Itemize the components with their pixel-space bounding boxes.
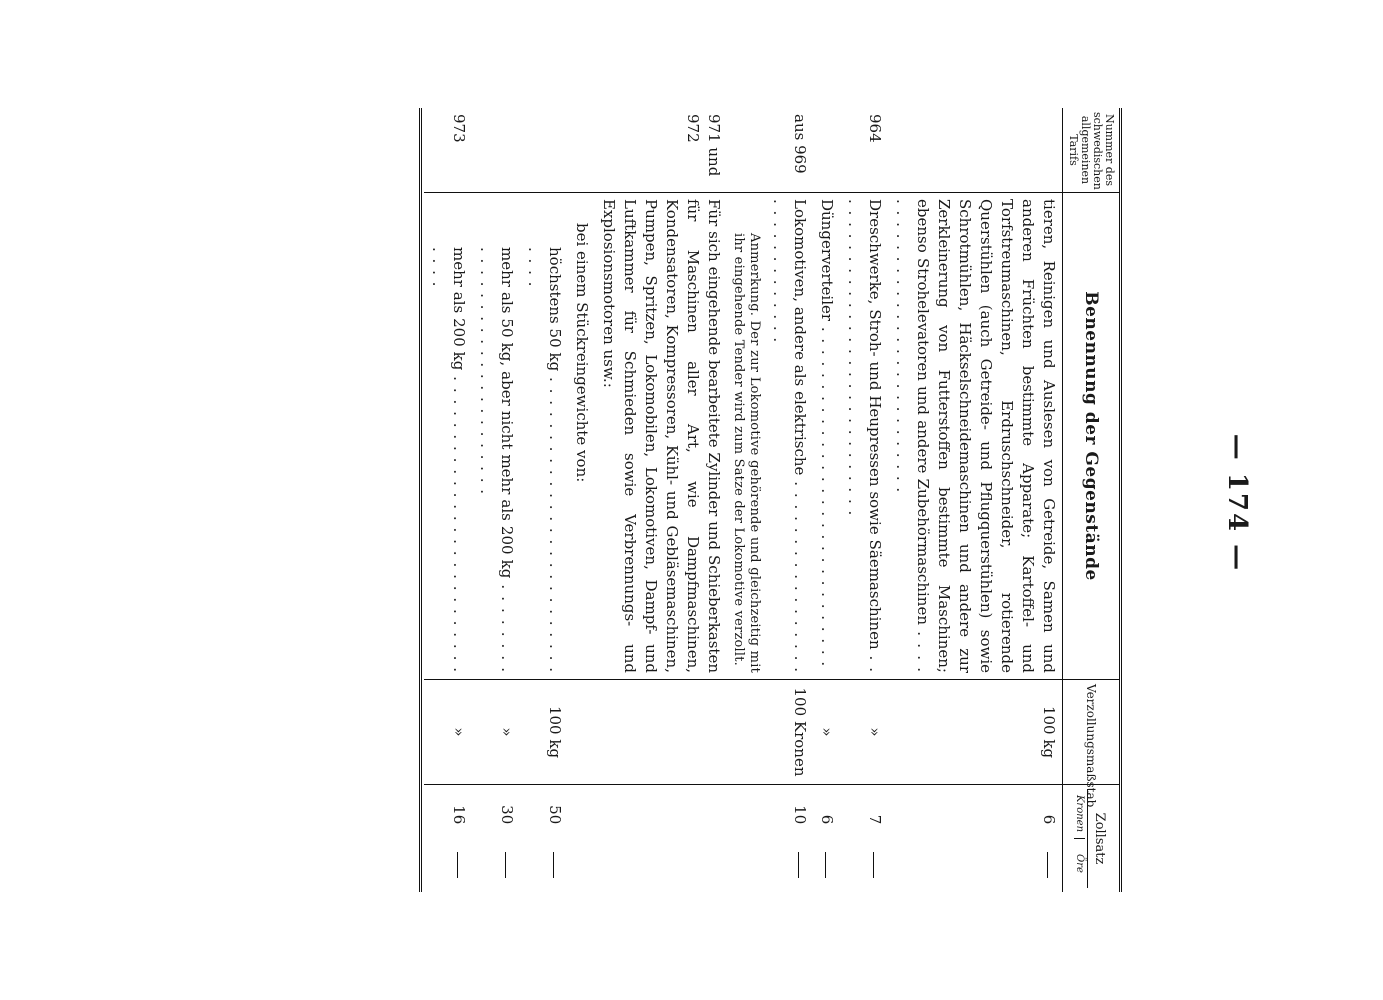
duty-ore-text bbox=[826, 852, 827, 878]
item-description bbox=[888, 193, 1063, 680]
table-row bbox=[888, 108, 1063, 892]
tariff-number bbox=[595, 108, 727, 193]
duty-unit bbox=[424, 680, 472, 785]
item-description bbox=[727, 193, 765, 680]
duty-unit-text: » bbox=[866, 727, 884, 737]
duty-ore bbox=[472, 838, 520, 892]
table-row bbox=[472, 108, 520, 892]
item-description-text: mehr als 200 kg . . . bbox=[429, 247, 468, 673]
duty-kronor-text: 50 bbox=[546, 805, 564, 825]
header-number: Nummer des schwedischen allgemeinen Tarifs bbox=[1063, 108, 1121, 193]
item-description-text: Für sich eingehende bearbeitete Zylinder und Schieberkasten für Maschinen aller Art, wie Dampfmaschinen, Kondensatoren, Kompressoren, Kühl- und Gebläsemaschinen, Pumpen, Spritzen, Lokomobilen, Lokomotiven, Dampf- und Luftkammer für Schmieden sowie Verbrennungs- und Explosionsmotoren usw.: bbox=[600, 199, 723, 673]
duty-unit bbox=[595, 680, 727, 785]
table-row bbox=[424, 108, 472, 892]
table-row bbox=[595, 108, 727, 892]
duty-kronor bbox=[727, 785, 765, 839]
duty-unit bbox=[520, 680, 568, 785]
item-description-text: tieren, Reinigen und Auslesen von Getreide, Samen und anderen Früchten bestimmte Apparate; Kartoffel- und Torfstreumaschinen, Erdruschschneider, rotierende Querstühlen (auch Getreide- und Pflugquerstühlen) sowie Schrotmühlen, Häckselschneidemaschinen und andere zur Zerkleinerung von Futterstoffen bestimmte Maschinen; ebenso Strohelevatoren und andere Zubehörmaschinen . . . bbox=[893, 199, 1058, 673]
item-description-text: Lokomotiven, andere als elektrische . . . bbox=[770, 199, 809, 673]
item-description-text: Dreschwerke, Stroh- und Heupressen sowie Säemaschinen . . . bbox=[845, 199, 884, 673]
duty-ore bbox=[520, 838, 568, 892]
item-description bbox=[424, 193, 472, 680]
table-row bbox=[520, 108, 568, 892]
table-row bbox=[840, 108, 888, 892]
tariff-number bbox=[840, 108, 888, 193]
duty-unit-text: 100 kg bbox=[546, 705, 564, 759]
tariff-number bbox=[765, 108, 813, 193]
duty-kronor bbox=[472, 785, 520, 839]
duty-kronor bbox=[595, 785, 727, 839]
header-description: Benennung der Gegenstände bbox=[1063, 193, 1121, 680]
duty-ore bbox=[888, 838, 1063, 892]
duty-unit bbox=[813, 680, 840, 785]
header-unit: Verzollungsmaßstab bbox=[1063, 680, 1121, 785]
duty-kronor bbox=[840, 785, 888, 839]
duty-unit-text: » bbox=[450, 727, 468, 737]
table-body bbox=[424, 108, 1063, 892]
duty-kronor-text: 6 bbox=[818, 814, 836, 825]
duty-ore bbox=[727, 838, 765, 892]
item-description-text: höchstens 50 kg . . . bbox=[525, 247, 564, 673]
duty-kronor-text: 30 bbox=[498, 805, 516, 825]
item-description bbox=[813, 193, 840, 680]
duty-ore-text bbox=[554, 852, 555, 878]
duty-kronor bbox=[568, 785, 595, 839]
duty-unit-text: 100 Kronen bbox=[791, 687, 809, 777]
tariff-number-text: aus 969 bbox=[791, 114, 809, 174]
header-kronor: Kronen bbox=[1075, 789, 1086, 839]
rotated-page bbox=[218, 108, 1252, 898]
duty-unit bbox=[888, 680, 1063, 785]
item-description bbox=[472, 193, 520, 680]
item-description bbox=[520, 193, 568, 680]
duty-ore-text bbox=[874, 852, 875, 878]
duty-kronor bbox=[424, 785, 472, 839]
duty-ore bbox=[595, 838, 727, 892]
duty-ore-text bbox=[458, 852, 459, 878]
duty-ore-text bbox=[799, 852, 800, 878]
duty-kronor-text: 16 bbox=[450, 805, 468, 825]
item-description bbox=[765, 193, 813, 680]
table-header-row bbox=[1063, 108, 1121, 892]
header-duty-label: Zollsatz bbox=[1088, 789, 1108, 888]
tariff-number bbox=[520, 108, 568, 193]
item-description bbox=[840, 193, 888, 680]
duty-kronor-text: 7 bbox=[866, 814, 884, 825]
duty-kronor bbox=[520, 785, 568, 839]
duty-ore-text bbox=[1048, 852, 1049, 878]
tariff-number-text: 964 bbox=[866, 114, 884, 143]
duty-kronor-text: 10 bbox=[791, 805, 809, 825]
page-number: — 174 — bbox=[1222, 433, 1252, 573]
item-description-text: Anmerkung. Der zur Lokomotive gehörende und gleichzeitig mit ihr eingehende Tender wird zum Satze der Lokomotive verzollt. bbox=[731, 233, 762, 673]
item-description-text: bei einem Stückreingewichte von: bbox=[573, 223, 591, 483]
table-row bbox=[568, 108, 595, 892]
duty-unit-text: » bbox=[818, 727, 836, 737]
header-ore: Öre bbox=[1074, 854, 1086, 873]
duty-unit-text: » bbox=[498, 727, 516, 737]
table-row bbox=[813, 108, 840, 892]
duty-ore bbox=[568, 838, 595, 892]
duty-kronor-text: 6 bbox=[1040, 814, 1058, 825]
duty-ore bbox=[840, 838, 888, 892]
tariff-table bbox=[419, 108, 1122, 892]
tariff-number bbox=[568, 108, 595, 193]
duty-unit bbox=[840, 680, 888, 785]
duty-kronor bbox=[888, 785, 1063, 839]
table-row bbox=[765, 108, 813, 892]
item-description-text: mehr als 50 kg, aber nicht mehr als 200 kg . . . bbox=[477, 247, 516, 673]
duty-kronor bbox=[765, 785, 813, 839]
duty-unit bbox=[765, 680, 813, 785]
item-description bbox=[595, 193, 727, 680]
duty-unit-text: 100 kg bbox=[1040, 705, 1058, 759]
tariff-number bbox=[472, 108, 520, 193]
tariff-number bbox=[727, 108, 765, 193]
duty-unit bbox=[727, 680, 765, 785]
duty-ore-text bbox=[506, 852, 507, 878]
tariff-number bbox=[888, 108, 1063, 193]
duty-ore bbox=[765, 838, 813, 892]
duty-ore bbox=[424, 838, 472, 892]
duty-unit bbox=[568, 680, 595, 785]
duty-unit bbox=[472, 680, 520, 785]
item-description bbox=[568, 193, 595, 680]
tariff-number-text: 971 und 972 bbox=[684, 114, 723, 177]
duty-kronor bbox=[813, 785, 840, 839]
tariff-number bbox=[813, 108, 840, 193]
tariff-number bbox=[424, 108, 472, 193]
item-description-text: Düngerverteiler . . . bbox=[818, 199, 836, 667]
tariff-number-text: 973 bbox=[450, 114, 468, 143]
table-bottom-rule bbox=[421, 108, 425, 892]
table-row bbox=[727, 108, 765, 892]
duty-ore bbox=[813, 838, 840, 892]
